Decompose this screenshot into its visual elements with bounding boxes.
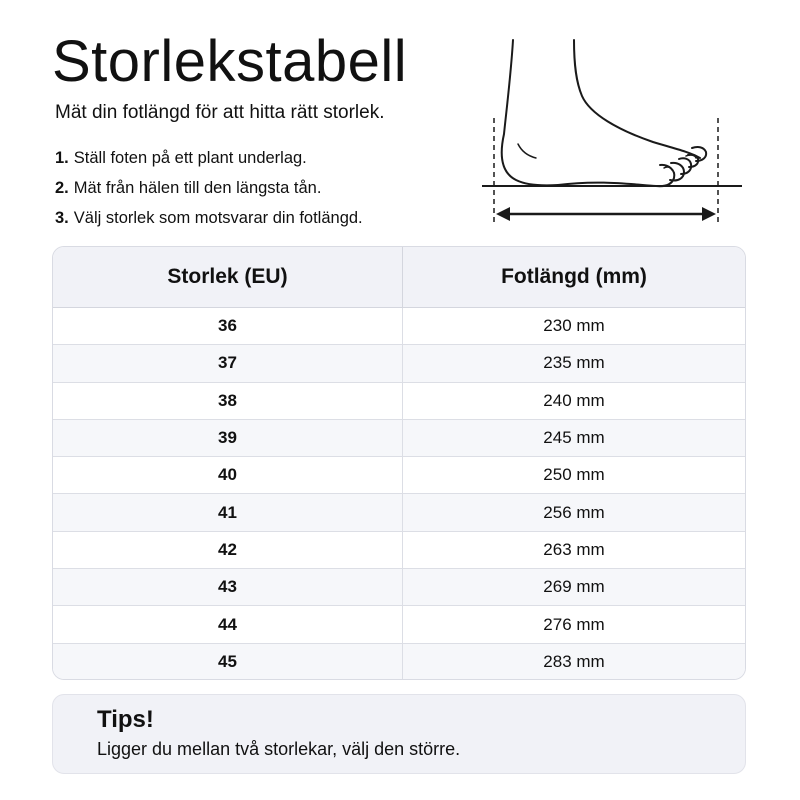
size-cell: 43 — [53, 569, 403, 606]
step-number: 3. — [55, 209, 69, 227]
step-item — [55, 143, 363, 173]
table-row — [53, 345, 745, 382]
table-row — [53, 494, 745, 531]
length-cell: 235 mm — [403, 345, 746, 382]
length-cell: 245 mm — [403, 419, 746, 456]
step-number: 1. — [55, 149, 69, 167]
tips-text: Ligger du mellan två storlekar, välj den större. — [97, 739, 461, 759]
size-cell: 41 — [53, 494, 403, 531]
length-cell: 230 mm — [403, 308, 746, 345]
instruction-steps — [55, 143, 363, 233]
length-cell: 269 mm — [403, 569, 746, 606]
tips-title: Tips! — [97, 706, 154, 733]
size-table — [53, 247, 745, 680]
table-row — [53, 531, 745, 568]
table-row — [53, 457, 745, 494]
size-cell: 45 — [53, 643, 403, 680]
column-header-length: Fotlängd (mm) — [403, 247, 746, 308]
table-row — [53, 643, 745, 680]
size-cell: 38 — [53, 382, 403, 419]
step-text: Välj storlek som motsvarar din fotlängd. — [73, 209, 363, 227]
size-cell: 36 — [53, 308, 403, 345]
length-cell: 240 mm — [403, 382, 746, 419]
size-table-card — [52, 246, 746, 680]
step-text: Mät från hälen till den längsta tån. — [73, 179, 322, 197]
length-cell: 256 mm — [403, 494, 746, 531]
size-cell: 44 — [53, 606, 403, 643]
step-item — [55, 173, 363, 203]
table-row — [53, 382, 745, 419]
column-header-size: Storlek (EU) — [53, 247, 403, 308]
length-cell: 283 mm — [403, 643, 746, 680]
size-cell: 37 — [53, 345, 403, 382]
length-cell: 263 mm — [403, 531, 746, 568]
table-row — [53, 569, 745, 606]
size-cell: 42 — [53, 531, 403, 568]
table-row — [53, 606, 745, 643]
length-cell: 276 mm — [403, 606, 746, 643]
step-number: 2. — [55, 179, 69, 197]
length-cell: 250 mm — [403, 457, 746, 494]
tips-box — [52, 694, 746, 774]
foot-measurement-icon — [478, 34, 750, 234]
page-subtitle: Mät din fotlängd för att hitta rätt storlek. — [55, 102, 385, 123]
size-cell: 39 — [53, 419, 403, 456]
table-header-row — [53, 247, 745, 308]
table-row — [53, 308, 745, 345]
step-item — [55, 203, 363, 233]
table-row — [53, 419, 745, 456]
size-cell: 40 — [53, 457, 403, 494]
page-title: Storlekstabell — [52, 29, 408, 94]
step-text: Ställ foten på ett plant underlag. — [73, 149, 307, 167]
